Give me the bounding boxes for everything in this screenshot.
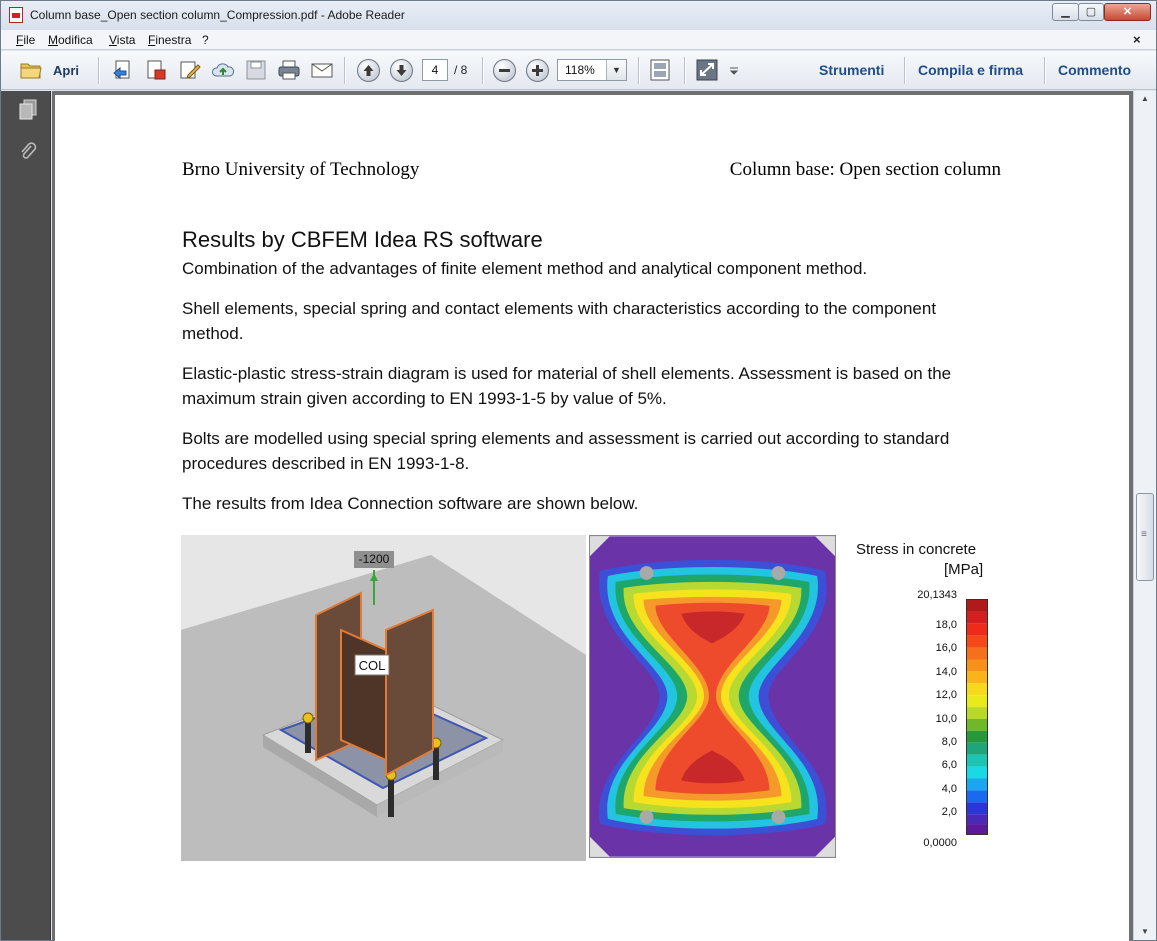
legend-min-label: 0,0000: [923, 837, 957, 849]
menu-file[interactable]: File: [16, 33, 36, 47]
member-label: COL: [358, 658, 386, 673]
legend-unit: [MPa]: [944, 561, 984, 578]
comment-link[interactable]: Commento: [1058, 62, 1132, 78]
toolbar-separator: [98, 57, 99, 84]
arrow-up-icon: [358, 60, 379, 81]
fill-sign-link[interactable]: Compila e firma: [918, 62, 1024, 78]
legend-title: Stress in concrete: [856, 541, 977, 558]
window-title: Column base_Open section column_Compression.pdf - Adobe Reader: [30, 8, 405, 22]
menu-vista[interactable]: Vista: [109, 33, 136, 47]
minimize-button[interactable]: ▁: [1052, 3, 1079, 21]
concrete-stress-contour-figure: [589, 535, 836, 858]
pdf-page: [55, 95, 1129, 941]
open-button[interactable]: Apri: [53, 63, 79, 78]
paragraph: Elastic-plastic stress-strain diagram is used for material of shell elements. Assessment is based on the maximum strain given according to EN 1993-1-5 by value of 5%.: [182, 364, 952, 408]
menu-finestra[interactable]: Finestra: [148, 33, 192, 47]
toolbar-separator: [638, 57, 639, 84]
toolbar-separator: [344, 57, 345, 84]
legend-tick: 18,0: [935, 619, 957, 631]
save-icon[interactable]: [244, 59, 268, 81]
legend-tick: 2,0: [941, 806, 957, 818]
page-header-right: Column base: Open section column: [729, 159, 1001, 180]
scroll-up-arrow-icon[interactable]: ▲: [1141, 94, 1149, 103]
toolbar-separator: [904, 57, 905, 84]
page-thumbnails-icon[interactable]: [18, 99, 38, 121]
title-bar[interactable]: [1, 1, 1156, 30]
full-screen-icon[interactable]: [695, 59, 719, 81]
stress-legend: [845, 539, 1025, 869]
zoom-in-button[interactable]: [526, 59, 549, 82]
chevron-down-icon[interactable]: ▼: [606, 60, 626, 80]
next-page-button[interactable]: [390, 59, 413, 82]
zoom-value: 118%: [565, 63, 595, 77]
previous-page-button[interactable]: [357, 59, 380, 82]
minus-icon: [494, 60, 515, 81]
maximize-button[interactable]: ▢: [1078, 3, 1104, 21]
legend-max-label: 20,1343: [917, 589, 957, 601]
close-document-button[interactable]: ×: [1133, 32, 1141, 47]
legend-tick: 6,0: [941, 759, 957, 771]
navigation-pane: [1, 91, 51, 940]
section-title: Results by CBFEM Idea RS software: [182, 227, 543, 252]
toolbar-more-icon[interactable]: [727, 59, 741, 81]
document-view[interactable]: [52, 91, 1133, 940]
pdf-app-icon: [9, 7, 23, 23]
paragraph: Combination of the advantages of finite element method and analytical component method.: [182, 259, 868, 278]
toolbar: [1, 51, 1156, 90]
menu-modifica[interactable]: Modifica: [48, 33, 93, 47]
arrow-down-icon: [391, 60, 412, 81]
legend-tick: 16,0: [935, 642, 957, 654]
toolbar-separator: [482, 57, 483, 84]
legend-tick: 14,0: [935, 666, 957, 678]
print-icon[interactable]: [277, 59, 301, 81]
scrollbar-thumb[interactable]: [1136, 493, 1154, 581]
create-pdf-icon[interactable]: [111, 59, 135, 81]
zoom-out-button[interactable]: [493, 59, 516, 82]
legend-tick: 4,0: [941, 783, 957, 795]
page-header-left: Brno University of Technology: [182, 159, 420, 180]
toolbar-separator: [1044, 57, 1045, 84]
paragraph: The results from Idea Connection software are shown below.: [182, 494, 639, 513]
legend-tick: 10,0: [935, 713, 957, 725]
export-pdf-icon[interactable]: [144, 59, 168, 81]
upload-cloud-icon[interactable]: [211, 59, 235, 81]
open-folder-icon[interactable]: [19, 59, 43, 81]
toolbar-separator: [684, 57, 685, 84]
page-total-label: / 8: [454, 63, 468, 77]
paragraph: Shell elements, special spring and contact elements with characteristics according to the component method.: [182, 299, 937, 343]
legend-color-bar: [966, 599, 988, 835]
zoom-select[interactable]: [557, 59, 627, 81]
legend-tick: 12,0: [935, 689, 957, 701]
page-number-input[interactable]: 4: [422, 59, 448, 81]
edit-document-icon[interactable]: [178, 59, 202, 81]
legend-tick: 8,0: [941, 736, 957, 748]
plus-icon: [527, 60, 548, 81]
scroll-down-arrow-icon[interactable]: ▼: [1141, 927, 1149, 936]
attachments-icon[interactable]: [18, 141, 38, 163]
email-icon[interactable]: [310, 59, 334, 81]
load-label: -1200: [358, 552, 390, 566]
vertical-scrollbar[interactable]: [1133, 91, 1156, 940]
column-base-3d-figure: [181, 535, 586, 861]
menu-help[interactable]: ?: [202, 33, 209, 47]
tools-link[interactable]: Strumenti: [819, 62, 885, 78]
fit-page-icon[interactable]: [648, 59, 672, 81]
paragraph: Bolts are modelled using special spring elements and assessment is carried out according to standard procedures described in EN 1993-1-8.: [182, 429, 950, 473]
menu-bar: [1, 30, 1156, 50]
close-window-button[interactable]: ✕: [1104, 3, 1151, 21]
